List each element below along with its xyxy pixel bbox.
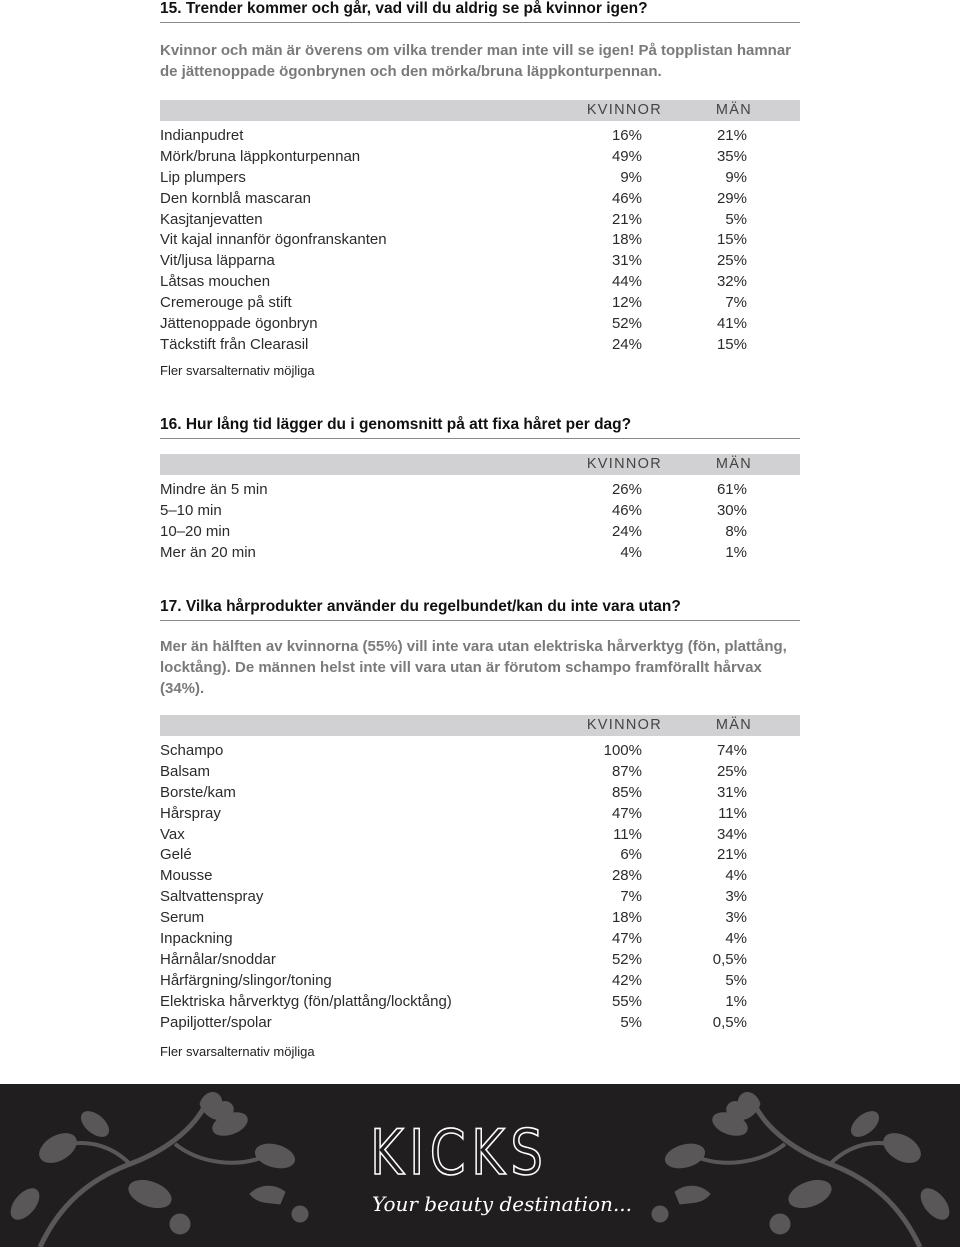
table-row <box>160 782 800 803</box>
floral-ornament-right-icon <box>630 1084 960 1247</box>
q17-heading: 17. Vilka hårprodukter använder du regelbundet/kan du inte vara utan? <box>160 598 800 621</box>
value-men: 3% <box>725 909 747 927</box>
q16-heading: 16. Hur lång tid lägger du i genomsnitt på att fixa håret per dag? <box>160 416 800 439</box>
value-women: 9% <box>620 168 642 186</box>
col-header-men: MÄN <box>715 102 752 118</box>
row-label: Borste/kam <box>160 783 236 801</box>
table-row <box>160 991 800 1012</box>
q15-heading: 15. Trender kommer och går, vad vill du aldrig se på kvinnor igen? <box>160 0 800 23</box>
value-men: 41% <box>716 315 747 333</box>
table-row <box>160 542 800 563</box>
value-men: 1% <box>725 543 747 561</box>
row-label: 5–10 min <box>160 501 222 519</box>
table-row <box>160 188 800 209</box>
row-label: Cremerouge på stift <box>160 294 292 312</box>
table-row <box>160 292 800 313</box>
row-label: Lip plumpers <box>160 168 246 186</box>
brand-tagline: Your beauty destination... <box>372 1192 633 1216</box>
value-men: 32% <box>716 273 747 291</box>
row-label: Vax <box>160 825 185 843</box>
value-women: 46% <box>611 501 642 519</box>
col-header-men: MÄN <box>715 717 752 733</box>
col-header-women: KVINNOR <box>586 102 662 118</box>
q17-table <box>160 715 800 1032</box>
col-header-men: MÄN <box>715 456 752 472</box>
table-row <box>160 479 800 500</box>
row-label: Gelé <box>160 846 192 864</box>
q15-intro: Kvinnor och män är överens om vilka trender man inte vill se igen! På topplistan hamnar de jättenoppade ögonbrynen och den mörka/bruna läppkonturpennan. <box>160 42 792 80</box>
value-men: 0,5% <box>712 1013 747 1031</box>
value-women: 18% <box>611 909 642 927</box>
value-men: 61% <box>716 481 747 498</box>
value-men: 4% <box>725 867 747 885</box>
floral-ornament-left-icon <box>0 1084 330 1247</box>
table-row <box>160 334 800 355</box>
table-row <box>160 250 800 271</box>
col-header-women: KVINNOR <box>586 456 662 472</box>
row-label: Papiljotter/spolar <box>160 1013 272 1031</box>
q17-intro: Mer än hälften av kvinnorna (55%) vill inte vara utan elektriska hårverktyg (fön, plattång, locktång). De männen helst inte vill vara utan är förutom schampo framförallt hårvax (34%). <box>160 638 787 697</box>
value-men: 21% <box>716 127 747 144</box>
row-label: Indianpudret <box>160 127 244 144</box>
row-label: Kasjtanjevatten <box>160 210 263 228</box>
q15-table <box>160 100 800 355</box>
value-men: 1% <box>725 992 747 1010</box>
table-row <box>160 167 800 188</box>
value-men: 21% <box>716 846 747 864</box>
value-women: 24% <box>611 335 642 353</box>
value-women: 5% <box>620 1013 642 1031</box>
table-row <box>160 907 800 928</box>
q16-table-body <box>160 479 800 563</box>
kicks-logo: KICKS <box>370 1116 549 1189</box>
row-label: Balsam <box>160 762 211 780</box>
value-women: 47% <box>611 930 642 948</box>
value-women: 42% <box>611 971 642 989</box>
row-label: Inpackning <box>160 930 233 948</box>
value-women: 28% <box>611 867 642 885</box>
row-label: Hårnålar/snoddar <box>160 950 276 968</box>
value-women: 16% <box>611 127 642 144</box>
q15-note: Fler svarsalternativ möjliga <box>160 363 315 378</box>
table-row <box>160 886 800 907</box>
value-women: 24% <box>611 522 642 540</box>
value-women: 52% <box>611 950 642 968</box>
row-label: Saltvattenspray <box>160 888 264 906</box>
value-women: 21% <box>611 210 642 228</box>
value-men: 74% <box>716 742 747 759</box>
value-women: 52% <box>611 315 642 333</box>
value-women: 18% <box>611 231 642 249</box>
value-women: 87% <box>611 762 642 780</box>
q17-table-body <box>160 740 800 1032</box>
row-label: Mer än 20 min <box>160 543 256 561</box>
value-women: 11% <box>613 825 642 843</box>
value-men: 7% <box>725 294 747 312</box>
row-label: Hårfärgning/slingor/toning <box>160 971 332 989</box>
q15-table-header <box>160 100 800 121</box>
row-label: Täckstift från Clearasil <box>160 335 309 353</box>
q17-note: Fler svarsalternativ möjliga <box>160 1044 315 1059</box>
value-women: 26% <box>611 481 642 498</box>
value-women: 47% <box>611 804 642 822</box>
value-women: 4% <box>620 543 642 561</box>
value-women: 85% <box>611 783 642 801</box>
table-row <box>160 1012 800 1033</box>
value-women: 55% <box>611 992 642 1010</box>
table-row <box>160 740 800 761</box>
row-label: Jättenoppade ögonbryn <box>160 315 318 333</box>
row-label: Schampo <box>160 742 224 759</box>
value-men: 15% <box>716 335 747 353</box>
value-men: 34% <box>716 825 747 843</box>
table-row <box>160 229 800 250</box>
value-men: 29% <box>716 189 747 207</box>
value-men: 15% <box>716 231 747 249</box>
row-label: 10–20 min <box>160 522 231 540</box>
table-row <box>160 521 800 542</box>
row-label: Den kornblå mascaran <box>160 189 311 207</box>
table-row <box>160 761 800 782</box>
value-men: 25% <box>716 762 747 780</box>
value-women: 31% <box>611 252 642 270</box>
value-men: 8% <box>725 522 747 540</box>
q16-table <box>160 454 800 563</box>
value-men: 0,5% <box>712 950 747 968</box>
table-row <box>160 125 800 146</box>
value-women: 44% <box>611 273 642 291</box>
q16-table-header <box>160 454 800 475</box>
table-row <box>160 865 800 886</box>
value-men: 30% <box>716 501 747 519</box>
value-men: 3% <box>725 888 747 906</box>
value-women: 100% <box>603 742 642 759</box>
table-row <box>160 970 800 991</box>
value-men: 9% <box>725 168 747 186</box>
table-row <box>160 271 800 292</box>
row-label: Mörk/bruna läppkonturpennan <box>160 147 361 165</box>
row-label: Vit/ljusa läpparna <box>160 252 275 270</box>
value-men: 4% <box>725 930 747 948</box>
row-label: Hårspray <box>160 804 221 822</box>
value-men: 31% <box>716 783 747 801</box>
col-header-women: KVINNOR <box>586 717 662 733</box>
q15-table-body <box>160 125 800 355</box>
value-women: 49% <box>611 147 642 165</box>
row-label: Mindre än 5 min <box>160 481 268 498</box>
table-row <box>160 949 800 970</box>
value-women: 46% <box>611 189 642 207</box>
table-row <box>160 209 800 230</box>
q17-table-header <box>160 715 800 736</box>
table-row <box>160 313 800 334</box>
value-women: 12% <box>611 294 642 312</box>
value-men: 11% <box>718 804 747 822</box>
table-row <box>160 500 800 521</box>
value-women: 6% <box>620 846 642 864</box>
row-label: Låtsas mouchen <box>160 273 271 291</box>
table-row <box>160 824 800 845</box>
row-label: Elektriska hårverktyg (fön/plattång/locktång) <box>160 992 452 1010</box>
table-row <box>160 803 800 824</box>
value-men: 35% <box>716 147 747 165</box>
table-row <box>160 146 800 167</box>
value-women: 7% <box>620 888 642 906</box>
table-row <box>160 844 800 865</box>
row-label: Vit kajal innanför ögonfranskanten <box>160 231 387 249</box>
row-label: Serum <box>160 909 205 927</box>
table-row <box>160 928 800 949</box>
value-men: 5% <box>725 210 747 228</box>
value-men: 5% <box>725 971 747 989</box>
value-men: 25% <box>716 252 747 270</box>
row-label: Mousse <box>160 867 213 885</box>
